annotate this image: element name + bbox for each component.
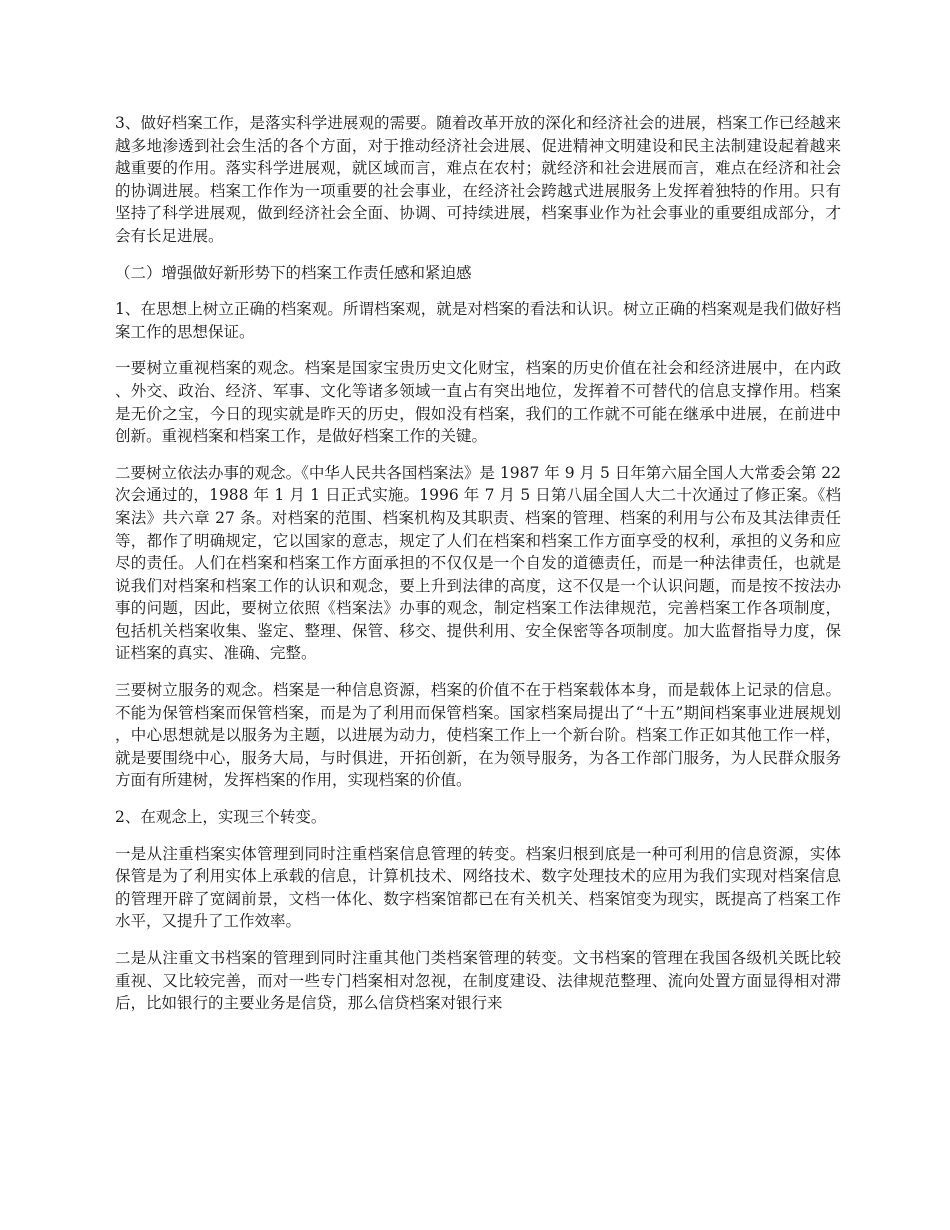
paragraph-rule-of-law: 二要树立依法办事的观念。《中华人民共各国档案法》是 1987 年 9 月 5 日年第六届全国人大常委会第 22 次会通过的，1988 年 1 月 1 日正式实施。1996 年 7 月 5 日第八届全国人大二十次通过了修正案。《档案法》共六章 27 条。对档案的范围、档案机构及其职责、档案的管理、档案的利用与公布及其法律责任等，都作了明确规定，它以国家的意志，规定了人们在档案和档案工作方面享受的权利，承担的义务和应尽的责任。人们在档案和档案工作方面承担的不仅仅是一个自发的道德责任，而是一种法律责任，也就是说我们对档案和档案工作的认识和观念，要上升到法律的高度，这不仅是一个认识问题，而是按不按法办事的问题，因此，要树立依照《档案法》办事的观念，制定档案工作法律规范，完善档案工作各项制度，包括机关档案收集、鉴定、整理、保管、移交、提供利用、安全保密等各项制度。加大监督指导力度，保证档案的真实、准确、完整。 (115, 463, 841, 663)
paragraph-value-archives: 一要树立重视档案的观念。档案是国家宝贵历史文化财宝，档案的历史价值在社会和经济进展中，在内政、外交、政治、经济、军事、文化等诸多领域一直占有突出地位，发挥着不可替代的信息支撑作用。档案是无价之宝，今日的现实就是昨天的历史，假如没有档案，我们的工作就不可能在继承中进展，在前进中创新。重视档案和档案工作，是做好档案工作的关键。 (115, 359, 841, 446)
paragraph-correct-archive-view: 1、在思想上树立正确的档案观。所谓档案观，就是对档案的看法和认识。树立正确的档案观是我们做好档案工作的思想保证。 (115, 300, 841, 341)
paragraph-information-management: 一是从注重档案实体管理到同时注重档案信息管理的转变。档案归根到底是一种可利用的信息资源，实体保管是为了利用实体上承载的信息，计算机技术、网络技术、数字处理技术的应用为我们实现对档案信息的管理开辟了宽阔前景，文档一体化、数字档案馆都已在有关机关、档案馆变为现实，既提高了档案工作水平，又提升了工作效率。 (115, 844, 841, 931)
section-heading-responsibility: （二）增强做好新形势下的档案工作责任感和紧迫感 (115, 263, 472, 282)
paragraph-other-archive-categories: 二是从注重文书档案的管理到同时注重其他门类档案管理的转变。文书档案的管理在我国各级机关既比较重视、又比较完善，而对一些专门档案相对忽视，在制度建设、法律规范整理、流向处置方面显得相对滞后，比如银行的主要业务是信贷，那么信贷档案对银行来 (115, 949, 841, 1013)
paragraph-three-transformations: 2、在观念上，实现三个转变。 (115, 808, 327, 827)
paragraph-service-concept: 三要树立服务的观念。档案是一种信息资源，档案的价值不在于档案载体本身，而是载体上记录的信息。不能为保管档案而保管档案，而是为了利用而保管档案。国家档案局提出了“十五”期间档案事业进展规划，中心思想就是以服务为主题，以进展为动力，使档案工作上一个新台阶。档案工作正如其他工作一样，就是要围绕中心，服务大局，与时俱进，开拓创新，在为领导服务，为各工作部门服务，为人民群众服务方面有所建树，发挥档案的作用，实现档案的价值。 (115, 681, 841, 790)
document-body (115, 112, 841, 1029)
paragraph-record-work-scientific-development: 3、做好档案工作，是落实科学进展观的需要。随着改革开放的深化和经济社会的进展，档案工作已经越来越多地渗透到社会生活的各个方面，对于推动经济社会进展、促进精神文明建设和民主法制建设起着越来越重要的作用。落实科学进展观，就区域而言，难点在农村；就经济和社会进展而言，难点在经济和社会的协调进展。档案工作作为一项重要的社会事业，在经济社会跨越式进展服务上发挥着独特的作用。只有坚持了科学进展观，做到经济社会全面、协调、可持续进展，档案事业作为社会事业的重要组成部分，才会有长足进展。 (115, 114, 841, 245)
